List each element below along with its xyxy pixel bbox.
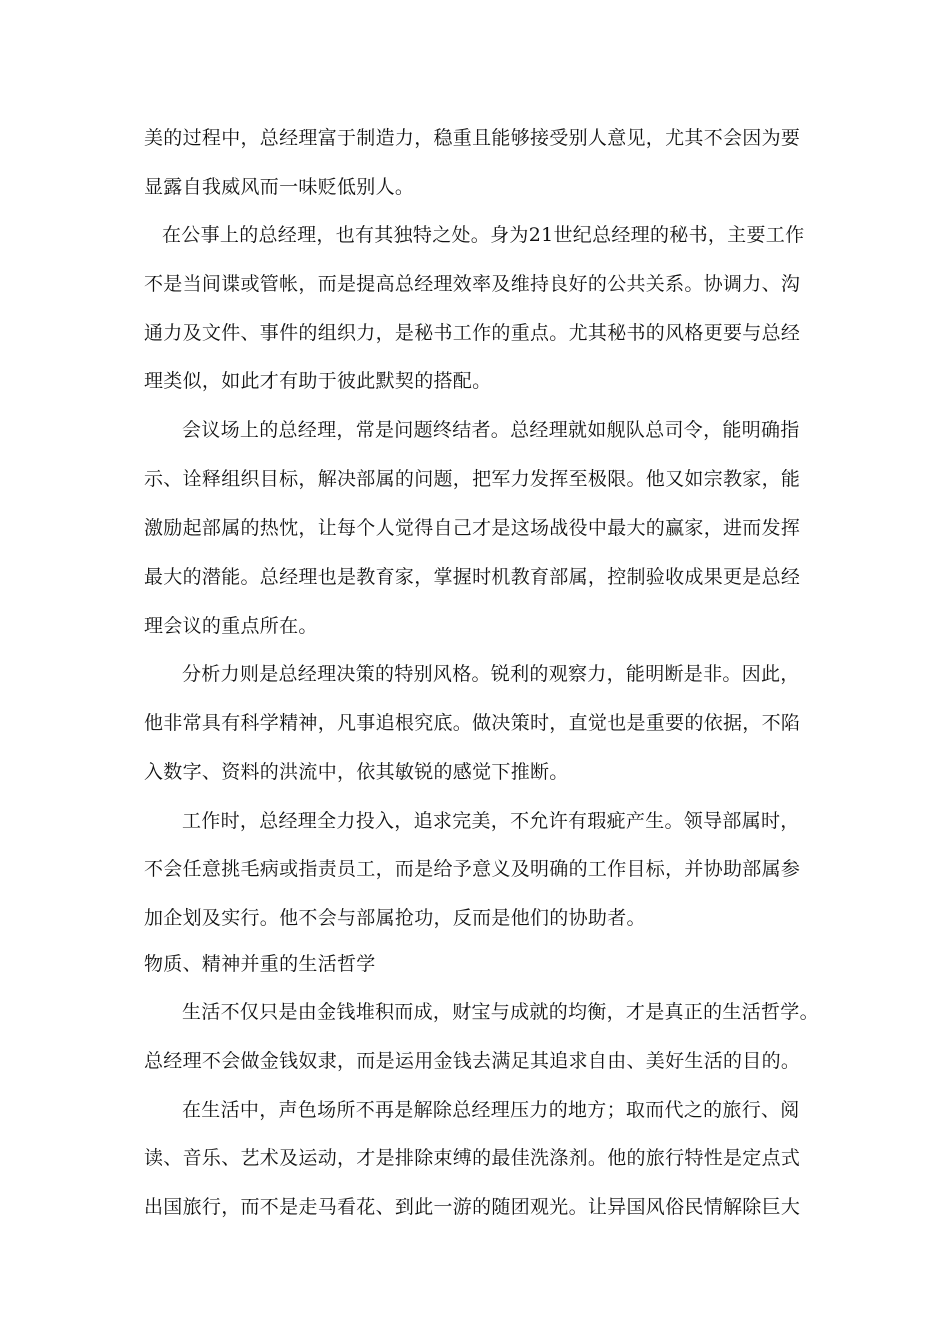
- text-line: 加企划及实行。他不会与部属抢功，反而是他们的协助者。: [144, 907, 646, 929]
- paragraph-first-line: 生活不仅只是由金钱堆积而成，财宝与成就的均衡，才是真正的生活哲学。: [182, 1001, 819, 1023]
- text-line: 通力及文件、事件的组织力，是秘书工作的重点。尤其秘书的风格更要与总经: [144, 322, 801, 344]
- text-line: 他非常具有科学精神，凡事追根究底。做决策时，直觉也是重要的依据，不陷: [144, 712, 801, 734]
- section-heading: 物质、精神并重的生活哲学: [144, 953, 376, 975]
- text-line: 理类似，如此才有助于彼此默契的搭配。: [144, 370, 492, 392]
- paragraph-first-line: 会议场上的总经理，常是问题终结者。总经理就如舰队总司令，能明确指: [182, 419, 800, 441]
- paragraph-first-line: 分析力则是总经理决策的特别风格。锐利的观察力，能明断是非。因此，: [182, 663, 800, 685]
- text-line: 美的过程中，总经理富于制造力，稳重且能够接受别人意见，尤其不会因为要: [144, 127, 801, 149]
- paragraph-first-line: 在生活中，声色场所不再是解除总经理压力的地方；取而代之的旅行、阅: [182, 1099, 800, 1121]
- text-line: 出国旅行，而不是走马看花、到此一游的随团观光。让异国风俗民情解除巨大: [144, 1196, 801, 1218]
- text-line: 不会任意挑毛病或指责员工，而是给予意义及明确的工作目标，并协助部属参: [144, 858, 801, 880]
- text-line: 入数字、资料的洪流中，依其敏锐的感觉下推断。: [144, 761, 569, 783]
- text-line: 读、音乐、艺术及运动，才是排除束缚的最佳洗涤剂。他的旅行特性是定点式: [144, 1147, 801, 1169]
- text-line: 最大的潜能。总经理也是教育家，掌握时机教育部属，控制验收成果更是总经: [144, 566, 801, 588]
- text-line: 激励起部属的热忱，让每个人觉得自己才是这场战役中最大的赢家，进而发挥: [144, 517, 801, 539]
- paragraph-first-line: 工作时，总经理全力投入，追求完美，不允许有瑕疵产生。领导部属时，: [182, 810, 800, 832]
- paragraph-first-line: 在公事上的总经理，也有其独特之处。身为21世纪总经理的秘书，主要工作: [162, 224, 805, 246]
- text-line: 不是当间谍或管帐，而是提高总经理效率及维持良好的公共关系。协调力、沟: [144, 273, 801, 295]
- text-line: 总经理不会做金钱奴隶，而是运用金钱去满足其追求自由、美好生活的目的。: [144, 1050, 801, 1072]
- text-line: 理会议的重点所在。: [144, 615, 318, 637]
- text-line: 显露自我威风而一味贬低别人。: [144, 176, 415, 198]
- text-line: 示、诠释组织目标，解决部属的问题，把军力发挥至极限。他又如宗教家，能: [144, 468, 801, 490]
